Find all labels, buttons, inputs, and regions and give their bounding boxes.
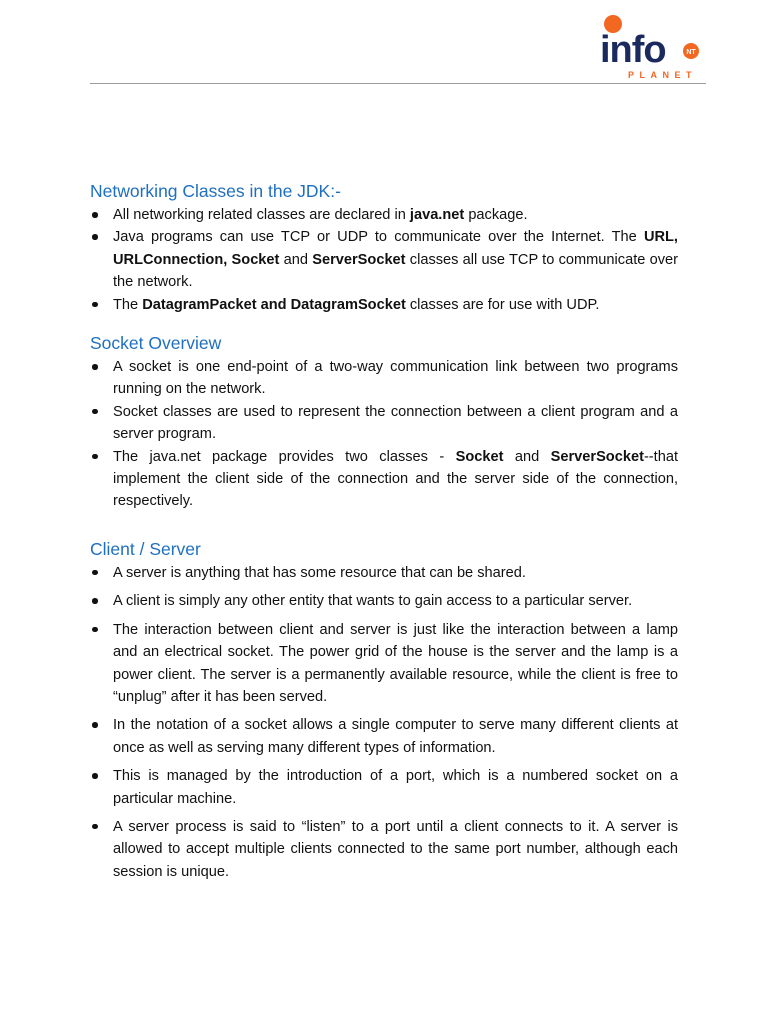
bold-term: ServerSocket (312, 251, 406, 268)
bullet-list (90, 356, 678, 513)
bullet-item (90, 226, 678, 293)
bullet-text: classes are for use with UDP. (405, 296, 600, 313)
bullet-list (90, 204, 678, 316)
bullet-list (90, 562, 678, 883)
logo-badge-text: NT (686, 49, 696, 56)
bold-term: URL, URLConnection, Socket (113, 229, 678, 268)
bullet-text: and (503, 448, 551, 465)
bold-term: Socket (455, 448, 504, 465)
bullet-text: All networking related classes are declared in (113, 207, 410, 223)
info-planet-logo (596, 14, 708, 82)
bullet-text: A server is anything that has some resource that can be shared. (113, 564, 526, 581)
bullet-text: In the notation of a socket allows a single computer to serve many different clients at once as well as serving many different types of information. (113, 717, 678, 756)
section-heading: Networking Classes in the JDK:- (90, 181, 341, 201)
bullet-text: The (113, 296, 143, 313)
bold-term: ServerSocket (550, 448, 644, 465)
bullet-text: Java programs can use TCP or UDP to communicate over the Internet. The (113, 229, 644, 246)
bullet-text: classes all use TCP to communicate over the network. (113, 251, 678, 291)
bullet-item (90, 714, 678, 759)
bullet-text: This is managed by the introduction of a port, which is a numbered socket on a particular machine. (113, 768, 678, 807)
bullet-text: The interaction between client and server is just like the interaction between a lamp and an electrical socket. The power grid of the house is the server and the lamp is a power client. The server is a permanently available resource, while the client is free to “unplug” after it has been served. (113, 621, 678, 705)
bullet-item (90, 356, 678, 401)
section-heading: Socket Overview (90, 333, 222, 354)
section-socket-overview (90, 330, 678, 513)
header-divider (90, 83, 706, 84)
bullet-text: package. (464, 207, 528, 223)
section-heading: Client / Server (90, 538, 201, 559)
bullet-item (90, 446, 678, 513)
bullet-item (90, 401, 678, 446)
bullet-text: A socket is one end-point of a two-way communication link between two programs running on the network. (113, 359, 678, 398)
bullet-text: The java.net package provides two classes - (113, 448, 456, 465)
bullet-text: A client is simply any other entity that wants to gain access to a particular server. (113, 593, 633, 610)
bullet-item (90, 294, 678, 316)
bullet-text: and (279, 251, 313, 268)
bullet-text: A server process is said to “listen” to a port until a client connects to it. A server is allowed to accept multiple clients connected to the same port number, although each session is unique. (113, 818, 678, 880)
logo-brand-text: info (600, 29, 666, 71)
bold-term: java.net (409, 207, 465, 223)
section-networking-classes (90, 178, 678, 316)
bullet-item (90, 816, 678, 883)
bullet-item (90, 204, 678, 226)
bullet-item (90, 590, 678, 612)
logo-tagline: PLANET (628, 70, 697, 80)
document-body (90, 178, 678, 883)
bullet-item (90, 562, 678, 584)
section-client-server (90, 536, 678, 883)
bold-term: DatagramPacket and DatagramSocket (142, 296, 406, 313)
bullet-item (90, 619, 678, 709)
bullet-text: --that implement the client side of the connection and the server side of the connection, respectively. (113, 448, 678, 510)
bullet-text: Socket classes are used to represent the connection between a client program and a server program. (113, 403, 678, 443)
bullet-item (90, 765, 678, 810)
